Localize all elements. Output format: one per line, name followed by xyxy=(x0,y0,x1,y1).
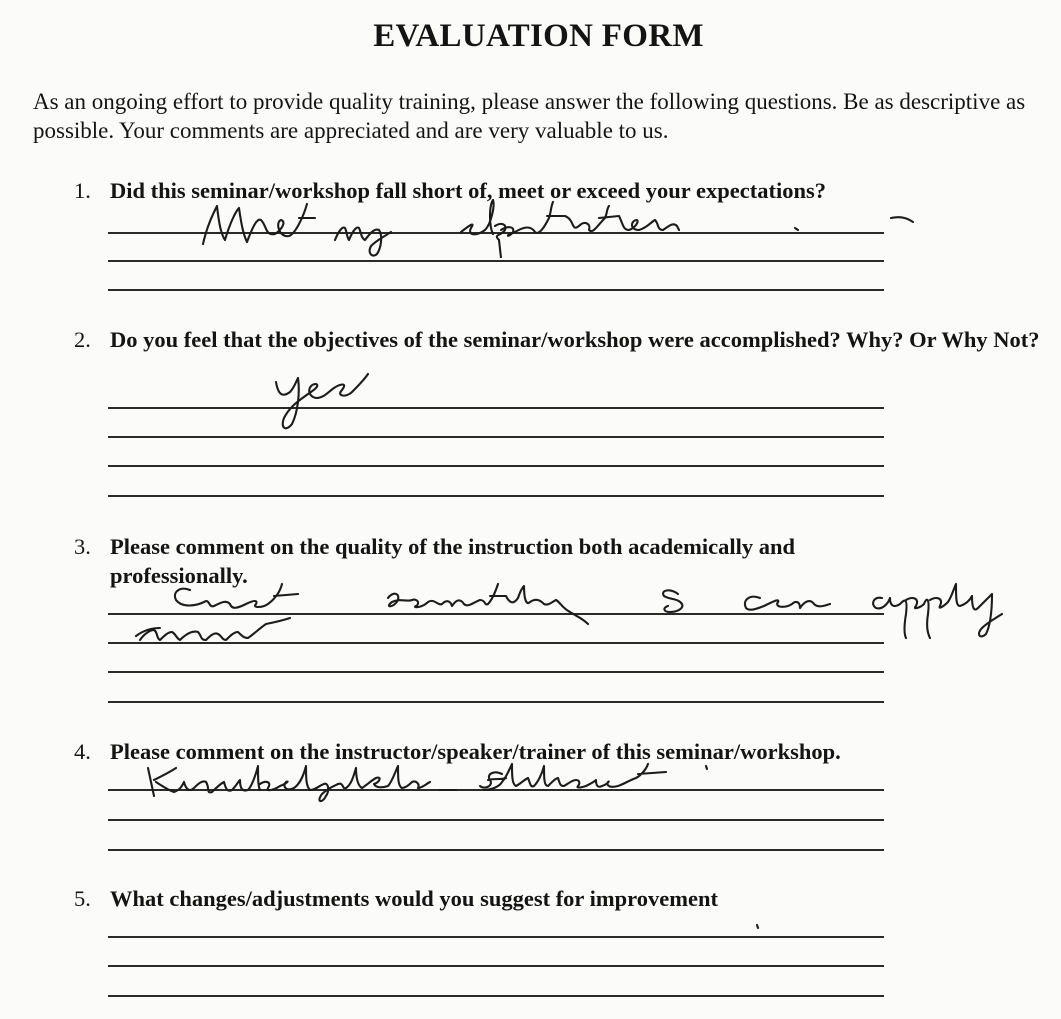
question-4-text: Please comment on the instructor/speaker/trainer of this seminar/workshop. xyxy=(110,739,841,764)
question-4-number: 4. xyxy=(74,739,91,764)
answer-2-line-4[interactable] xyxy=(108,495,884,497)
answer-5-line-2[interactable] xyxy=(108,965,884,967)
answer-2-handwriting xyxy=(268,362,378,434)
question-5-text: What changes/adjustments would you suggest for improvement xyxy=(110,886,718,911)
answer-2-line-2[interactable] xyxy=(108,436,884,438)
answer-3-line-3[interactable] xyxy=(108,671,884,673)
answer-4-line-3[interactable] xyxy=(108,849,884,851)
answer-2-line-3[interactable] xyxy=(108,465,884,467)
question-2-number: 2. xyxy=(74,327,91,352)
answer-1-handwriting xyxy=(195,196,915,258)
answer-4-line-2[interactable] xyxy=(108,819,884,821)
answer-1-line-1[interactable] xyxy=(108,232,884,234)
question-1-text: Did this seminar/workshop fall short of, meet or exceed your expectations? xyxy=(110,178,826,203)
answer-1-line-2[interactable] xyxy=(108,260,884,262)
answer-4-line-1[interactable] xyxy=(108,789,884,791)
question-3-number: 3. xyxy=(74,534,91,559)
answer-3-line-4[interactable] xyxy=(108,701,884,703)
form-title: EVALUATION FORM xyxy=(373,18,704,54)
answer-3-line-1[interactable] xyxy=(108,613,884,615)
answer-3-handwriting xyxy=(130,578,1015,660)
answer-5-line-1[interactable] xyxy=(108,936,884,938)
question-3-text: Please comment on the quality of the instruction both academically and professionally. xyxy=(110,534,795,588)
answer-5-line-3[interactable] xyxy=(108,995,884,997)
question-1-number: 1. xyxy=(74,178,91,203)
answer-3-line-2[interactable] xyxy=(108,642,884,644)
answer-1-line-3[interactable] xyxy=(108,289,884,291)
answer-4-handwriting xyxy=(140,760,720,808)
form-intro: As an ongoing effort to provide quality training, please answer the following questions. Be as descriptive as possible. Your comments are appreciated and are very valuable to us. xyxy=(33,89,1026,143)
question-2-text: Do you feel that the objectives of the seminar/workshop were accomplished? Why? Or Why Not? xyxy=(110,327,1040,352)
answer-5-pen-mark xyxy=(752,922,762,932)
answer-2-line-1[interactable] xyxy=(108,407,884,409)
question-5-number: 5. xyxy=(74,886,91,911)
